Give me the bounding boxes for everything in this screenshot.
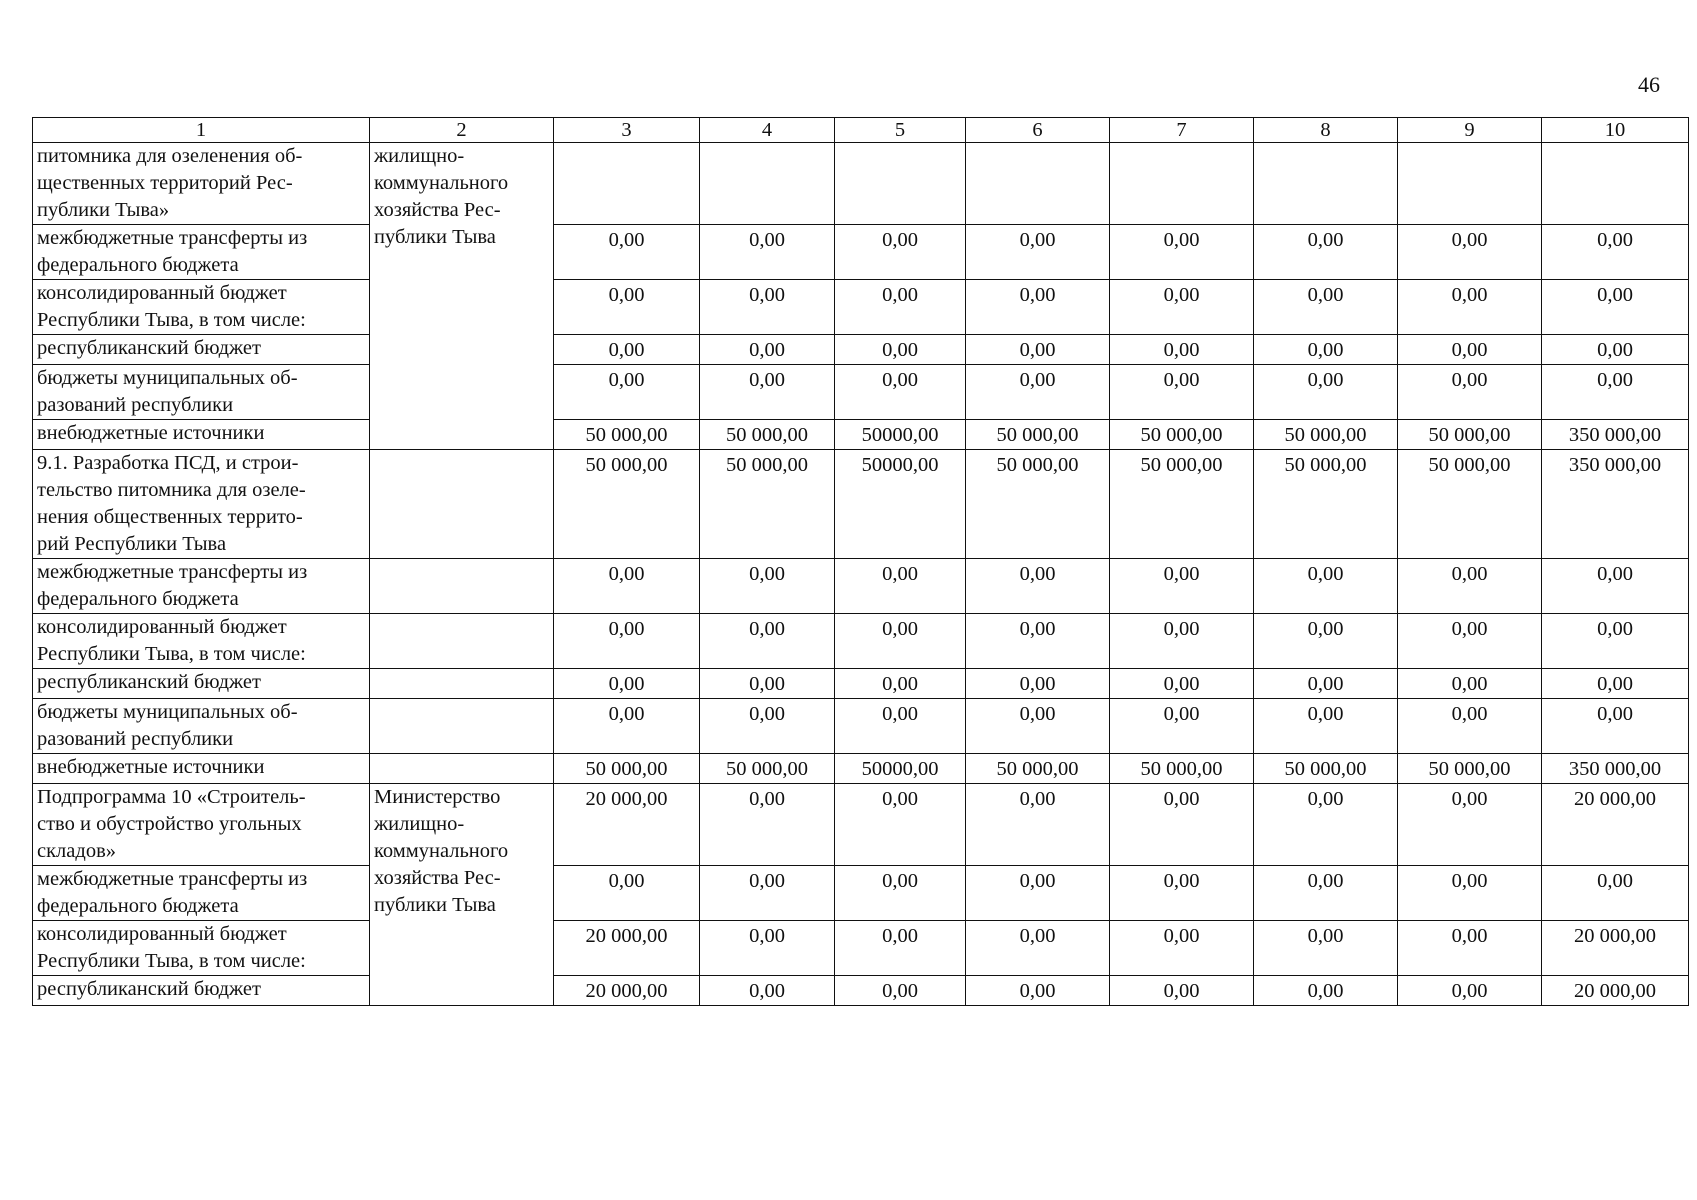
value-cell: 0,00 bbox=[1254, 784, 1398, 866]
value-cell bbox=[1254, 143, 1398, 225]
value-cell: 0,00 bbox=[1254, 225, 1398, 280]
value-cell: 0,00 bbox=[1110, 921, 1254, 976]
row-label: консолидированный бюджет Республики Тыва, в том числе: bbox=[33, 614, 370, 669]
value-cell: 0,00 bbox=[1542, 669, 1689, 699]
responsible-organization: Министерство жилищно- коммунального хозяйства Рес- публики Тыва bbox=[370, 784, 554, 1006]
value-cell: 20 000,00 bbox=[1542, 784, 1689, 866]
value-cell: 20 000,00 bbox=[1542, 921, 1689, 976]
header-cell: 4 bbox=[700, 118, 835, 143]
value-cell: 0,00 bbox=[1254, 699, 1398, 754]
value-cell: 0,00 bbox=[1110, 614, 1254, 669]
value-cell: 0,00 bbox=[1254, 866, 1398, 921]
value-cell: 0,00 bbox=[1398, 225, 1542, 280]
value-cell: 0,00 bbox=[1254, 335, 1398, 365]
row-label: консолидированный бюджет Республики Тыва, в том числе: bbox=[33, 280, 370, 335]
value-cell: 0,00 bbox=[1110, 335, 1254, 365]
value-cell: 0,00 bbox=[700, 559, 835, 614]
row-label: межбюджетные трансферты из федерального бюджета bbox=[33, 866, 370, 921]
value-cell: 0,00 bbox=[1398, 866, 1542, 921]
value-cell: 0,00 bbox=[1254, 614, 1398, 669]
value-cell: 0,00 bbox=[700, 921, 835, 976]
value-cell: 0,00 bbox=[835, 669, 966, 699]
value-cell: 0,00 bbox=[1110, 976, 1254, 1006]
header-cell: 1 bbox=[33, 118, 370, 143]
value-cell: 0,00 bbox=[1254, 976, 1398, 1006]
row-label: бюджеты муниципальных об- разований республики bbox=[33, 699, 370, 754]
table-row bbox=[33, 976, 1689, 1006]
value-cell: 0,00 bbox=[1110, 669, 1254, 699]
value-cell: 0,00 bbox=[700, 699, 835, 754]
value-cell: 0,00 bbox=[1398, 976, 1542, 1006]
value-cell: 0,00 bbox=[1398, 699, 1542, 754]
value-cell: 50 000,00 bbox=[1398, 754, 1542, 784]
responsible-organization-empty bbox=[370, 754, 554, 784]
value-cell: 50 000,00 bbox=[1398, 420, 1542, 450]
value-cell: 0,00 bbox=[1398, 280, 1542, 335]
table-row bbox=[33, 669, 1689, 699]
value-cell: 0,00 bbox=[835, 280, 966, 335]
header-cell: 9 bbox=[1398, 118, 1542, 143]
header-cell: 8 bbox=[1254, 118, 1398, 143]
value-cell: 0,00 bbox=[966, 699, 1110, 754]
value-cell: 50 000,00 bbox=[966, 450, 1110, 559]
row-label: Подпрограмма 10 «Строитель- ство и обустройство угольных складов» bbox=[33, 784, 370, 866]
value-cell bbox=[1110, 143, 1254, 225]
value-cell: 50 000,00 bbox=[1110, 754, 1254, 784]
table-row bbox=[33, 921, 1689, 976]
value-cell: 0,00 bbox=[554, 335, 700, 365]
value-cell: 0,00 bbox=[554, 559, 700, 614]
table-row bbox=[33, 866, 1689, 921]
value-cell: 0,00 bbox=[554, 280, 700, 335]
value-cell bbox=[1542, 143, 1689, 225]
budget-table bbox=[32, 117, 1689, 1006]
value-cell: 0,00 bbox=[966, 866, 1110, 921]
value-cell bbox=[700, 143, 835, 225]
header-cell: 5 bbox=[835, 118, 966, 143]
value-cell: 0,00 bbox=[966, 921, 1110, 976]
value-cell: 350 000,00 bbox=[1542, 754, 1689, 784]
value-cell: 0,00 bbox=[835, 921, 966, 976]
value-cell: 0,00 bbox=[966, 559, 1110, 614]
value-cell: 20 000,00 bbox=[554, 784, 700, 866]
table-body bbox=[33, 118, 1689, 1006]
row-label: межбюджетные трансферты из федерального бюджета bbox=[33, 559, 370, 614]
value-cell: 20 000,00 bbox=[554, 921, 700, 976]
header-row bbox=[33, 118, 1689, 143]
value-cell bbox=[835, 143, 966, 225]
value-cell: 0,00 bbox=[700, 225, 835, 280]
header-cell: 2 bbox=[370, 118, 554, 143]
row-label: бюджеты муниципальных об- разований республики bbox=[33, 365, 370, 420]
value-cell: 0,00 bbox=[1254, 280, 1398, 335]
responsible-organization-empty bbox=[370, 669, 554, 699]
value-cell: 50000,00 bbox=[835, 754, 966, 784]
value-cell: 50000,00 bbox=[835, 420, 966, 450]
value-cell: 0,00 bbox=[835, 976, 966, 1006]
value-cell: 0,00 bbox=[700, 669, 835, 699]
value-cell: 0,00 bbox=[1254, 921, 1398, 976]
value-cell: 0,00 bbox=[1110, 280, 1254, 335]
row-label: внебюджетные источники bbox=[33, 754, 370, 784]
value-cell: 0,00 bbox=[835, 699, 966, 754]
value-cell: 0,00 bbox=[835, 365, 966, 420]
value-cell: 50 000,00 bbox=[1254, 450, 1398, 559]
row-label: внебюджетные источники bbox=[33, 420, 370, 450]
value-cell: 20 000,00 bbox=[554, 976, 700, 1006]
value-cell: 0,00 bbox=[1110, 559, 1254, 614]
value-cell: 0,00 bbox=[700, 614, 835, 669]
value-cell: 0,00 bbox=[1398, 921, 1542, 976]
row-label: республиканский бюджет bbox=[33, 976, 370, 1006]
value-cell: 0,00 bbox=[700, 784, 835, 866]
value-cell: 0,00 bbox=[1110, 225, 1254, 280]
table-row bbox=[33, 699, 1689, 754]
value-cell: 0,00 bbox=[1542, 699, 1689, 754]
value-cell: 0,00 bbox=[966, 280, 1110, 335]
row-label: республиканский бюджет bbox=[33, 669, 370, 699]
table-row bbox=[33, 335, 1689, 365]
responsible-organization-empty bbox=[370, 559, 554, 614]
value-cell: 0,00 bbox=[700, 976, 835, 1006]
table-row bbox=[33, 280, 1689, 335]
table-row bbox=[33, 614, 1689, 669]
value-cell: 0,00 bbox=[1398, 335, 1542, 365]
value-cell: 50 000,00 bbox=[700, 754, 835, 784]
value-cell: 0,00 bbox=[1542, 866, 1689, 921]
value-cell: 0,00 bbox=[1542, 614, 1689, 669]
value-cell: 0,00 bbox=[966, 784, 1110, 866]
responsible-organization: жилищно- коммунального хозяйства Рес- публики Тыва bbox=[370, 143, 554, 450]
value-cell: 0,00 bbox=[966, 225, 1110, 280]
value-cell: 0,00 bbox=[966, 335, 1110, 365]
value-cell: 0,00 bbox=[835, 225, 966, 280]
value-cell: 0,00 bbox=[554, 365, 700, 420]
value-cell: 0,00 bbox=[554, 614, 700, 669]
value-cell: 0,00 bbox=[1398, 559, 1542, 614]
value-cell bbox=[1398, 143, 1542, 225]
value-cell: 0,00 bbox=[966, 669, 1110, 699]
value-cell: 0,00 bbox=[835, 866, 966, 921]
value-cell: 50 000,00 bbox=[554, 450, 700, 559]
value-cell: 0,00 bbox=[1542, 559, 1689, 614]
row-label: питомника для озеленения об- щественных территорий Рес- публики Тыва» bbox=[33, 143, 370, 225]
responsible-organization-empty bbox=[370, 699, 554, 754]
value-cell: 0,00 bbox=[554, 225, 700, 280]
table-row bbox=[33, 143, 1689, 225]
value-cell: 50 000,00 bbox=[1254, 754, 1398, 784]
row-label: межбюджетные трансферты из федерального бюджета bbox=[33, 225, 370, 280]
value-cell: 350 000,00 bbox=[1542, 450, 1689, 559]
value-cell: 0,00 bbox=[1398, 669, 1542, 699]
value-cell: 0,00 bbox=[1254, 669, 1398, 699]
value-cell: 0,00 bbox=[1398, 614, 1542, 669]
value-cell: 0,00 bbox=[1542, 365, 1689, 420]
value-cell: 0,00 bbox=[835, 614, 966, 669]
value-cell: 0,00 bbox=[554, 699, 700, 754]
value-cell: 50 000,00 bbox=[1254, 420, 1398, 450]
value-cell: 50 000,00 bbox=[1110, 420, 1254, 450]
table-row bbox=[33, 784, 1689, 866]
value-cell: 50 000,00 bbox=[966, 420, 1110, 450]
value-cell: 0,00 bbox=[1542, 225, 1689, 280]
value-cell: 0,00 bbox=[1110, 784, 1254, 866]
value-cell: 350 000,00 bbox=[1542, 420, 1689, 450]
value-cell: 0,00 bbox=[1542, 335, 1689, 365]
value-cell: 0,00 bbox=[1110, 866, 1254, 921]
table-row bbox=[33, 420, 1689, 450]
value-cell: 0,00 bbox=[700, 866, 835, 921]
header-cell: 6 bbox=[966, 118, 1110, 143]
table-row bbox=[33, 365, 1689, 420]
value-cell: 0,00 bbox=[835, 335, 966, 365]
value-cell: 50 000,00 bbox=[1398, 450, 1542, 559]
row-label: республиканский бюджет bbox=[33, 335, 370, 365]
responsible-organization-empty bbox=[370, 614, 554, 669]
row-label: 9.1. Разработка ПСД, и строи- тельство питомника для озеле- нения общественных террито- рий Республики Тыва bbox=[33, 450, 370, 559]
header-cell: 3 bbox=[554, 118, 700, 143]
value-cell: 0,00 bbox=[1398, 784, 1542, 866]
value-cell: 0,00 bbox=[966, 976, 1110, 1006]
value-cell: 50 000,00 bbox=[554, 754, 700, 784]
value-cell: 50 000,00 bbox=[966, 754, 1110, 784]
value-cell: 50 000,00 bbox=[554, 420, 700, 450]
value-cell: 0,00 bbox=[554, 866, 700, 921]
value-cell: 0,00 bbox=[1254, 365, 1398, 420]
value-cell: 0,00 bbox=[1110, 699, 1254, 754]
table-row bbox=[33, 450, 1689, 559]
value-cell: 0,00 bbox=[1398, 365, 1542, 420]
header-cell: 7 bbox=[1110, 118, 1254, 143]
value-cell: 50 000,00 bbox=[700, 450, 835, 559]
header-cell: 10 bbox=[1542, 118, 1689, 143]
value-cell: 50 000,00 bbox=[1110, 450, 1254, 559]
value-cell: 0,00 bbox=[966, 614, 1110, 669]
value-cell bbox=[554, 143, 700, 225]
value-cell: 0,00 bbox=[700, 335, 835, 365]
value-cell: 0,00 bbox=[700, 280, 835, 335]
value-cell: 0,00 bbox=[966, 365, 1110, 420]
page-number: 46 bbox=[1638, 72, 1660, 97]
value-cell: 0,00 bbox=[1110, 365, 1254, 420]
row-label: консолидированный бюджет Республики Тыва, в том числе: bbox=[33, 921, 370, 976]
value-cell: 0,00 bbox=[700, 365, 835, 420]
table-row bbox=[33, 225, 1689, 280]
responsible-organization-empty bbox=[370, 450, 554, 559]
value-cell: 20 000,00 bbox=[1542, 976, 1689, 1006]
value-cell: 0,00 bbox=[1254, 559, 1398, 614]
value-cell: 50 000,00 bbox=[700, 420, 835, 450]
value-cell: 0,00 bbox=[835, 784, 966, 866]
value-cell: 0,00 bbox=[1542, 280, 1689, 335]
value-cell: 50000,00 bbox=[835, 450, 966, 559]
table-row bbox=[33, 754, 1689, 784]
value-cell: 0,00 bbox=[835, 559, 966, 614]
value-cell: 0,00 bbox=[554, 669, 700, 699]
value-cell bbox=[966, 143, 1110, 225]
table-row bbox=[33, 559, 1689, 614]
